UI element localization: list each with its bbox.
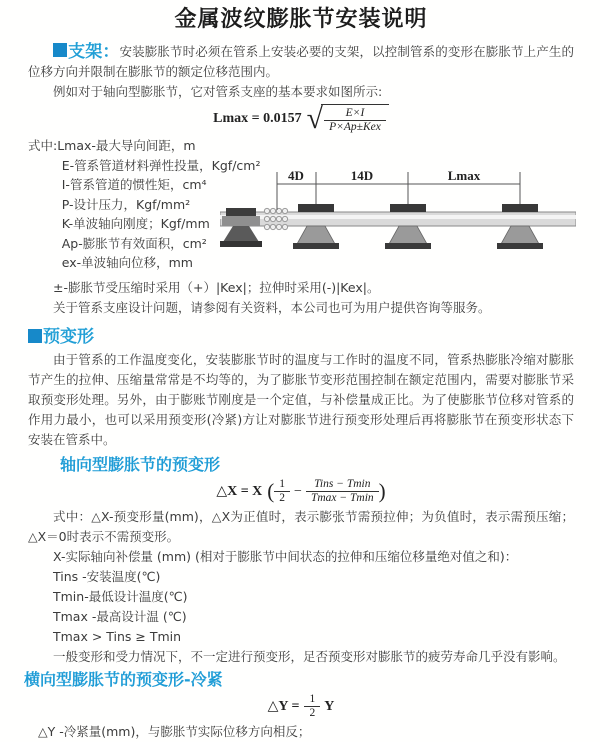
radical-expression (307, 104, 389, 134)
temp-line: Tins -安装温度(℃) (53, 569, 161, 584)
lateral-subsection-heading: 横向型膨胀节的预变形-冷紧 (24, 670, 223, 689)
variable-line: 式中:Lmax-最大导向间距，m (28, 138, 196, 153)
lmax-formula-denominator: P×Ap±Kex (329, 121, 381, 133)
variable-line: ex-单波轴向位移，mm (61, 255, 193, 270)
temperature-definitions (28, 567, 574, 647)
lateral-coldtight-formula (28, 693, 574, 720)
lateral-half-numerator: 1 (304, 693, 320, 707)
variable-line: P-设计压力，Kgf/mm² (61, 196, 191, 212)
support-section-heading: 支架： (68, 42, 120, 62)
plusminus-note: ±-膨胀节受压缩时采用（+）|Kex|；拉伸时采用(-)|Kex|。 (53, 280, 380, 295)
consult-note: 关于管系支座设计问题，请参阅有关资料，本公司也可为用户提供咨询等服务。 (53, 300, 491, 315)
support-intro-paragraph (28, 42, 574, 82)
variable-line: I-管系管道的惯性矩，cm⁴ (61, 177, 207, 192)
predeform-heading-text: 预变形 (43, 327, 94, 347)
axial-formula-numerator: Tins − Tmin (306, 478, 379, 492)
axial-subsection-heading: 轴向型膨胀节的预变形 (60, 455, 221, 474)
pipe-support-diagram (220, 164, 576, 264)
half-numerator: 1 (274, 478, 290, 492)
lateral-formula-rhs: Y (324, 698, 335, 714)
axial-formula-lhs: △X = X (216, 483, 263, 499)
open-paren: ( (267, 479, 275, 503)
dimension-label-lmax: Lmax (447, 168, 481, 183)
dimension-label-4d: 4D (288, 168, 304, 183)
lmax-formula-numerator: E×I (324, 107, 386, 121)
variables-and-diagram (28, 136, 574, 278)
temp-line: Tmax -最高设计温 (℃) (53, 609, 187, 624)
variable-line: Ap-膨胀节有效面积，cm² (61, 235, 207, 251)
section-bullet-square-icon (53, 43, 67, 57)
axial-x-definition: X-实际轴向补偿量 (mm) (相对于膨胀节中间状态的拉伸和压缩位移量绝对值之和)： (53, 549, 518, 564)
temp-line: Tmax > Tins ≥ Tmin (53, 629, 182, 644)
axial-formula-denominator: Tmax − Tmin (310, 492, 374, 504)
bellows-icon (264, 208, 287, 229)
section-bullet-square-icon (28, 329, 42, 343)
page-title: 金属波纹膨胀节安装说明 (174, 7, 428, 32)
support-example-line: 例如对于轴向型膨胀节，它对管系支座的基本要求如图所示: (53, 84, 383, 99)
variable-line: E-管系管道材料弹性投量，Kgf/cm² (61, 157, 261, 173)
minus-sign: − (294, 483, 302, 499)
axial-predeform-formula (28, 478, 574, 505)
predeform-body-paragraph: 由于管系的工作温度变化，安装膨胀节时的温度与工作时的温度不同，管系热膨胀冷缩对膨胀节产生的拉伸、压缩量常常是不均等的，为了膨胀节变形范围控制在额定范围内，需要对膨胀节采取预变形处理。另外，由于膨账节刚度是一个定值，与补偿量成正比。为了使膨胀节位移对管系的作用力最小，也可以采用预变形(冷紧)方让对膨胀节进行预变形处理后再将膨胀节在预变形状态下安装在管系中。 (28, 352, 574, 447)
axial-general-note: 一般变形和受力情况下，不一定进行预变形，足否预变形对膨胀节的疲劳寿命几乎没有影响。 (53, 649, 566, 664)
half-denominator: 2 (279, 492, 286, 504)
variable-line: K-单波轴向刚度；Kgf/mm (61, 216, 210, 231)
lateral-formula-lhs: △Y = (267, 698, 300, 714)
dimension-label-14d: 14D (350, 168, 374, 183)
axial-formula-explain: 式中：△X-预变形量(mm)，△X为正值时，表示膨张节需预拉伸；为负值时，表示需预压缩；△X＝0时表示不需预变形。 (28, 509, 574, 544)
support-intro-text: 安装膨胀节时必须在管系上安装必要的支架，以控制管系的变形在膨胀节上产生的位移方向并限制在膨胀节的额定位移范围内。 (28, 44, 574, 79)
lateral-half-denominator: 2 (309, 707, 316, 719)
temp-line: Tmin-最低设计温度(℃) (53, 589, 188, 604)
pipe-support-diagram-svg (220, 164, 576, 264)
close-paren: ) (378, 479, 386, 503)
lmax-formula-lhs: Lmax = 0.0157 (213, 111, 302, 127)
lateral-formula-note: △Y -冷紧量(mm)，与膨胀节实际位移方向相反； (38, 724, 311, 739)
anchor-support (220, 208, 262, 247)
dimension-labels (288, 168, 481, 183)
radical-sign-icon: √ (306, 102, 324, 135)
lmax-formula (28, 104, 574, 134)
predeform-section-heading (28, 326, 574, 348)
